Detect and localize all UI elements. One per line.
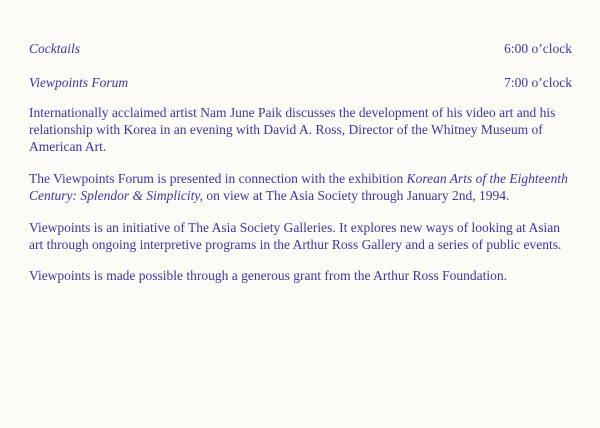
event-time: 7:00 o’clock xyxy=(504,75,572,90)
exhibition-title: Korean Arts of the Eighteenth Century: Splendor & Simplicity, xyxy=(29,171,568,203)
description-paragraph: Internationally acclaimed artist Nam June Paik discusses the development of his video art and his relationship with Korea in an evening with David A. Ross, Director of the Whitney Museum of American Art. xyxy=(29,105,556,154)
event-title: Viewpoints Forum xyxy=(29,75,129,90)
event-title: Cocktails xyxy=(29,41,80,56)
schedule-row-cocktails xyxy=(29,40,572,57)
initiative-paragraph: Viewpoints is an initiative of The Asia Society Galleries. It explores new ways of looking at Asian art through ongoing interpretive programs in the Arthur Ross Gallery and a series of public events. xyxy=(29,220,562,252)
funding-paragraph: Viewpoints is made possible through a generous grant from the Arthur Ross Foundation. xyxy=(29,268,508,283)
exhibition-text-after: on view at The Asia Society through January 2nd, 1994. xyxy=(202,188,510,203)
event-time: 6:00 o’clock xyxy=(504,41,572,56)
schedule-row-forum xyxy=(29,74,572,91)
exhibition-paragraph xyxy=(29,170,569,204)
exhibition-text-before: The Viewpoints Forum is presented in connection with the exhibition xyxy=(29,171,407,186)
